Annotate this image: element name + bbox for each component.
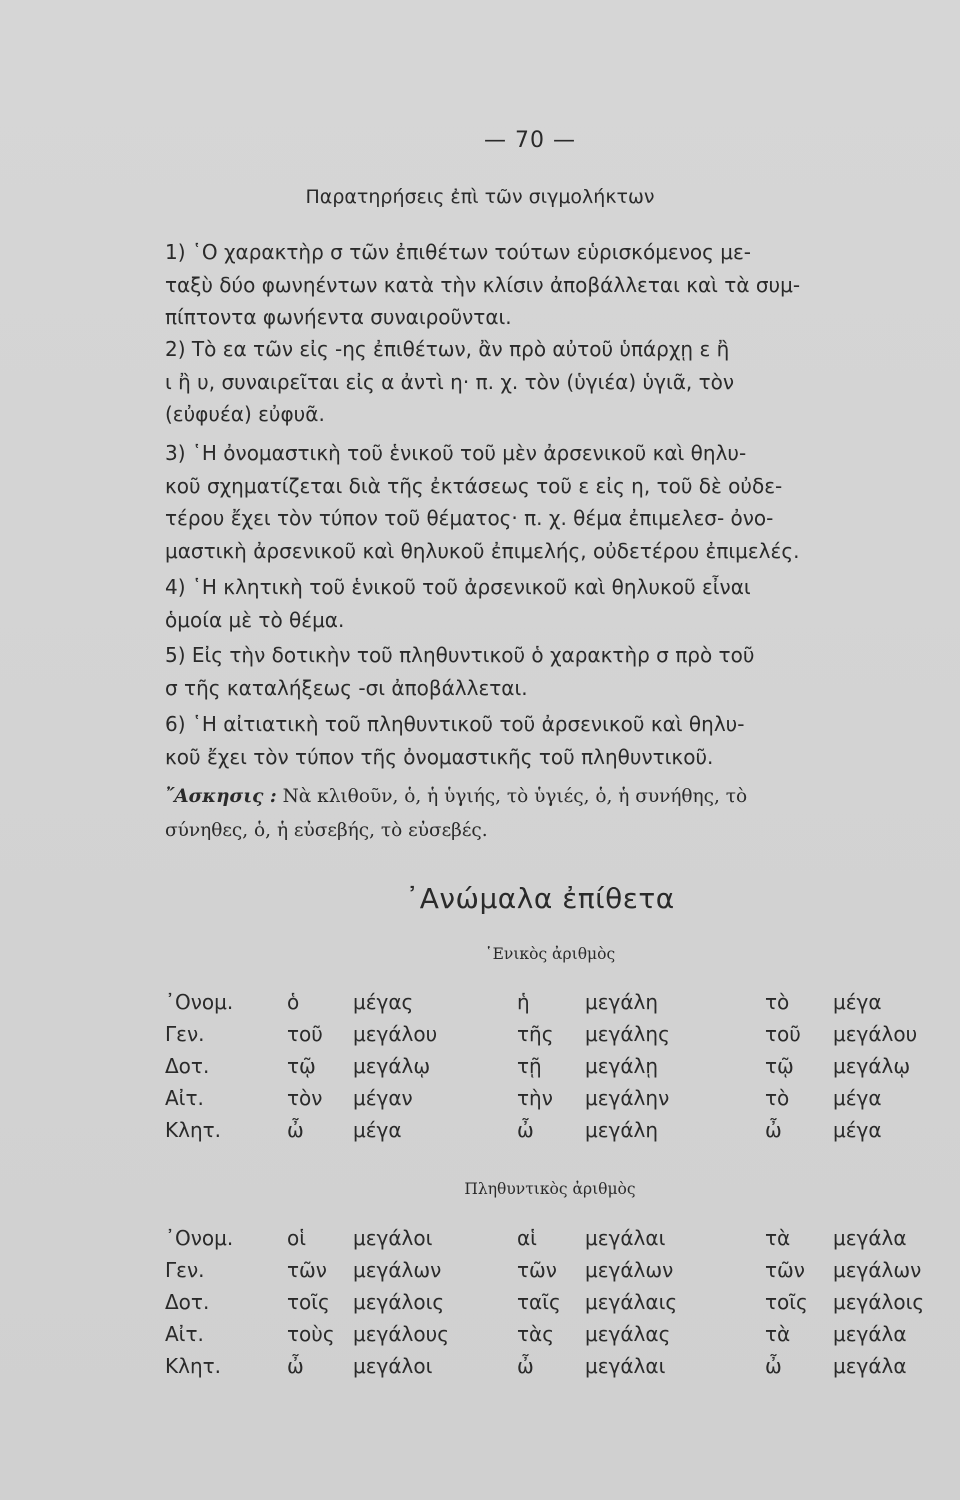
article: τῷ — [765, 1054, 794, 1078]
singular-heading: ῾Ενικὸς ἀριθμὸς — [484, 945, 616, 963]
adjective-form: μεγάλα — [833, 1322, 907, 1346]
case-label: Αἰτ. — [165, 1086, 204, 1110]
adjective-form: μεγάλου — [353, 1022, 438, 1046]
exercise-line-2: σύνηθες, ὁ, ἡ εὐσεβής, τὸ εὐσεβές. — [165, 820, 488, 841]
adjective-form: μεγάλων — [833, 1258, 922, 1282]
article: τοῦ — [765, 1022, 801, 1046]
adjective-form: μεγάλης — [585, 1022, 670, 1046]
note-1 — [165, 236, 935, 334]
article: τῷ — [287, 1054, 316, 1078]
exercise — [165, 780, 955, 848]
adjective-form: μεγάλῳ — [353, 1054, 431, 1078]
adjective-form: μεγάλη — [585, 990, 659, 1014]
adjective-form: μεγάλη — [585, 1118, 659, 1142]
article: ταῖς — [517, 1290, 561, 1314]
article: τὸ — [765, 990, 790, 1014]
article: τὸν — [287, 1086, 323, 1110]
adjective-form: μεγάλοις — [833, 1290, 925, 1314]
adjective-form: μεγάλους — [353, 1322, 449, 1346]
note-line: κοῦ ἔχει τὸν τύπον τῆς ὀνομαστικῆς τοῦ πληθυντικοῦ. — [165, 744, 714, 769]
note-line: ὁμοία μὲ τὸ θέμα. — [165, 607, 345, 632]
note-line: πίπτοντα φωνήεντα συναιροῦνται. — [165, 305, 512, 329]
exercise-label: ῎Ασκησις : — [165, 786, 277, 807]
note-line: κοῦ σχηματίζεται διὰ τῆς ἐκτάσεως τοῦ ε εἰς η, τοῦ δὲ οὐδε- — [165, 473, 783, 498]
exercise-line-1 — [165, 780, 955, 814]
case-label: Γεν. — [165, 1258, 205, 1282]
note-line: ι ἢ υ, συναιρεῖται εἰς α ἀντὶ η· π. χ. τὸν (ὑγιέα) ὑγιᾶ, τὸν — [165, 369, 735, 394]
article: ὦ — [287, 1118, 304, 1142]
note-line: 3) ῾Η ὀνομαστικὴ τοῦ ἑνικοῦ τοῦ μὲν ἀρσενικοῦ καὶ θηλυ- — [165, 441, 747, 465]
adjective-form: μεγάλα — [833, 1226, 907, 1250]
article: ὦ — [765, 1354, 782, 1378]
adjective-form: μεγάλων — [585, 1258, 674, 1282]
article: τοὺς — [287, 1322, 335, 1346]
article: τῶν — [287, 1258, 327, 1282]
note-line: 2) Τὸ εα τῶν εἰς -ης ἐπιθέτων, ἂν πρὸ αὐτοῦ ὑπάρχῃ ε ἢ — [165, 337, 730, 361]
article: τῶν — [517, 1258, 557, 1282]
article: ὦ — [517, 1118, 534, 1142]
note-line: 4) ῾Η κλητικὴ τοῦ ἑνικοῦ τοῦ ἀρσενικοῦ καὶ θηλυκοῦ εἶναι — [165, 575, 751, 599]
note-2 — [165, 333, 935, 431]
article: αἱ — [517, 1226, 537, 1250]
case-label: ᾿Ονομ. — [165, 990, 234, 1014]
page-number: — 70 — — [484, 128, 576, 153]
article: τῇ — [517, 1054, 542, 1078]
note-line: ταξὺ δύο φωνηέντων κατὰ τὴν κλίσιν ἀποβάλλεται καὶ τὰ συμ- — [165, 272, 801, 297]
note-5 — [165, 639, 935, 704]
note-line: (εὐφυέα) εὐφυᾶ. — [165, 402, 325, 426]
adjective-form: μεγάλοις — [353, 1290, 445, 1314]
adjective-form: μεγάλοι — [353, 1354, 433, 1378]
note-line: τέρου ἔχει τὸν τύπον τοῦ θέματος· π. χ. θέμα ἐπιμελεσ- ὀνο- — [165, 506, 774, 530]
case-label: Γεν. — [165, 1022, 205, 1046]
note-3 — [165, 437, 935, 567]
note-line: 1) ῾Ο χαρακτὴρ σ τῶν ἐπιθέτων τούτων εὑρισκόμενος με- — [165, 240, 751, 264]
adjective-form: μεγάλα — [833, 1354, 907, 1378]
adjective-form: μεγάλῃ — [585, 1054, 659, 1078]
note-4 — [165, 571, 935, 636]
article: τῶν — [765, 1258, 805, 1282]
adjective-form: μέγα — [353, 1118, 402, 1142]
article: τὸ — [765, 1086, 790, 1110]
case-label: Δοτ. — [165, 1290, 210, 1314]
article: οἱ — [287, 1226, 307, 1250]
adjective-form: μεγάλαις — [585, 1290, 678, 1314]
adjective-form: μέγα — [833, 990, 882, 1014]
adjective-form: μέγαν — [353, 1086, 413, 1110]
adjective-form: μεγάλαι — [585, 1226, 666, 1250]
adjective-form: μέγα — [833, 1118, 882, 1142]
plural-heading: Πληθυντικὸς ἀριθμὸς — [464, 1180, 636, 1198]
note-line: σ τῆς καταλήξεως -σι ἀποβάλλεται. — [165, 675, 528, 700]
article: ὦ — [287, 1354, 304, 1378]
article: τὰ — [765, 1226, 791, 1250]
article: τοῖς — [765, 1290, 808, 1314]
note-6 — [165, 708, 935, 773]
case-label: Αἰτ. — [165, 1322, 204, 1346]
note-line: μαστικὴ ἀρσενικοῦ καὶ θηλυκοῦ ἐπιμελής, οὐδετέρου ἐπιμελές. — [165, 538, 800, 563]
exercise-text: Νὰ κλιθοῦν, ὁ, ἡ ὑγιής, τὸ ὑγιές, ὁ, ἡ συνήθης, τὸ — [282, 786, 748, 807]
article: τὰς — [517, 1322, 554, 1346]
article: τοῦ — [287, 1022, 323, 1046]
table-title: ᾿Ανώμαλα ἐπίθετα — [405, 882, 675, 915]
article: ἡ — [517, 990, 530, 1014]
note-line: 6) ῾Η αἰτιατικὴ τοῦ πληθυντικοῦ τοῦ ἀρσενικοῦ καὶ θηλυ- — [165, 712, 745, 736]
article: ὁ — [287, 990, 300, 1014]
adjective-form: μεγάλην — [585, 1086, 670, 1110]
note-line: 5) Εἰς τὴν δοτικὴν τοῦ πληθυντικοῦ ὁ χαρακτὴρ σ πρὸ τοῦ — [165, 643, 755, 667]
adjective-form: μέγας — [353, 990, 414, 1014]
article: ὦ — [765, 1118, 782, 1142]
adjective-form: μεγάλαι — [585, 1354, 666, 1378]
case-label: ᾿Ονομ. — [165, 1226, 234, 1250]
article: τὴν — [517, 1086, 553, 1110]
article: τὰ — [765, 1322, 791, 1346]
adjective-form: μεγάλου — [833, 1022, 918, 1046]
article: τοῖς — [287, 1290, 330, 1314]
case-label: Κλητ. — [165, 1118, 222, 1142]
article: τῆς — [517, 1022, 554, 1046]
case-label: Δοτ. — [165, 1054, 210, 1078]
case-label: Κλητ. — [165, 1354, 222, 1378]
adjective-form: μέγα — [833, 1086, 882, 1110]
adjective-form: μεγάλοι — [353, 1226, 433, 1250]
article: ὦ — [517, 1354, 534, 1378]
adjective-form: μεγάλῳ — [833, 1054, 911, 1078]
adjective-form: μεγάλας — [585, 1322, 671, 1346]
section-heading: Παρατηρήσεις ἐπὶ τῶν σιγμολήκτων — [305, 186, 655, 208]
adjective-form: μεγάλων — [353, 1258, 442, 1282]
